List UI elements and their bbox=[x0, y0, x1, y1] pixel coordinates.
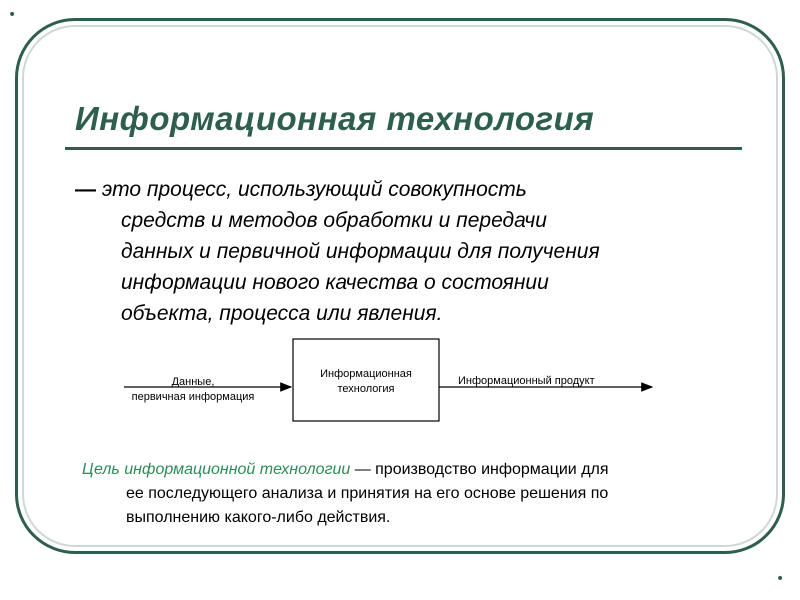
definition-line: данных и первичной информации для получения bbox=[121, 240, 600, 263]
input-label bbox=[113, 375, 273, 405]
goal-term: Цель информационной технологии bbox=[82, 461, 351, 478]
input-label-line: Данные, bbox=[171, 376, 215, 388]
definition-line: информации нового качества о состоянии bbox=[121, 271, 549, 294]
goal-line: выполнению какого-либо действия. bbox=[126, 509, 391, 526]
goal-line bbox=[82, 458, 762, 482]
process-box-label-line: технология bbox=[337, 383, 395, 395]
definition-line: средств и методов обработки и передачи bbox=[121, 209, 547, 232]
output-label: Информационный продукт bbox=[458, 375, 595, 387]
input-label-line: первичная информация bbox=[131, 391, 255, 403]
process-box-label bbox=[293, 367, 439, 397]
definition-line-text: это процесс, использующий совокупность bbox=[96, 178, 527, 201]
corner-mark-top-left: • bbox=[8, 7, 17, 23]
definition-line: объекта, процесса или явления. bbox=[121, 302, 443, 325]
corner-mark-bottom-right: • bbox=[776, 571, 785, 587]
goal-line: ее последующего анализа и принятия на его основе решения по bbox=[126, 485, 609, 502]
definition-dash: — bbox=[75, 178, 96, 201]
process-box-label-line: Информационная bbox=[320, 368, 412, 380]
goal-line-text: — производство информации для bbox=[350, 461, 609, 478]
slide-title: Информационная технология bbox=[75, 100, 595, 137]
goal-text bbox=[82, 458, 762, 530]
